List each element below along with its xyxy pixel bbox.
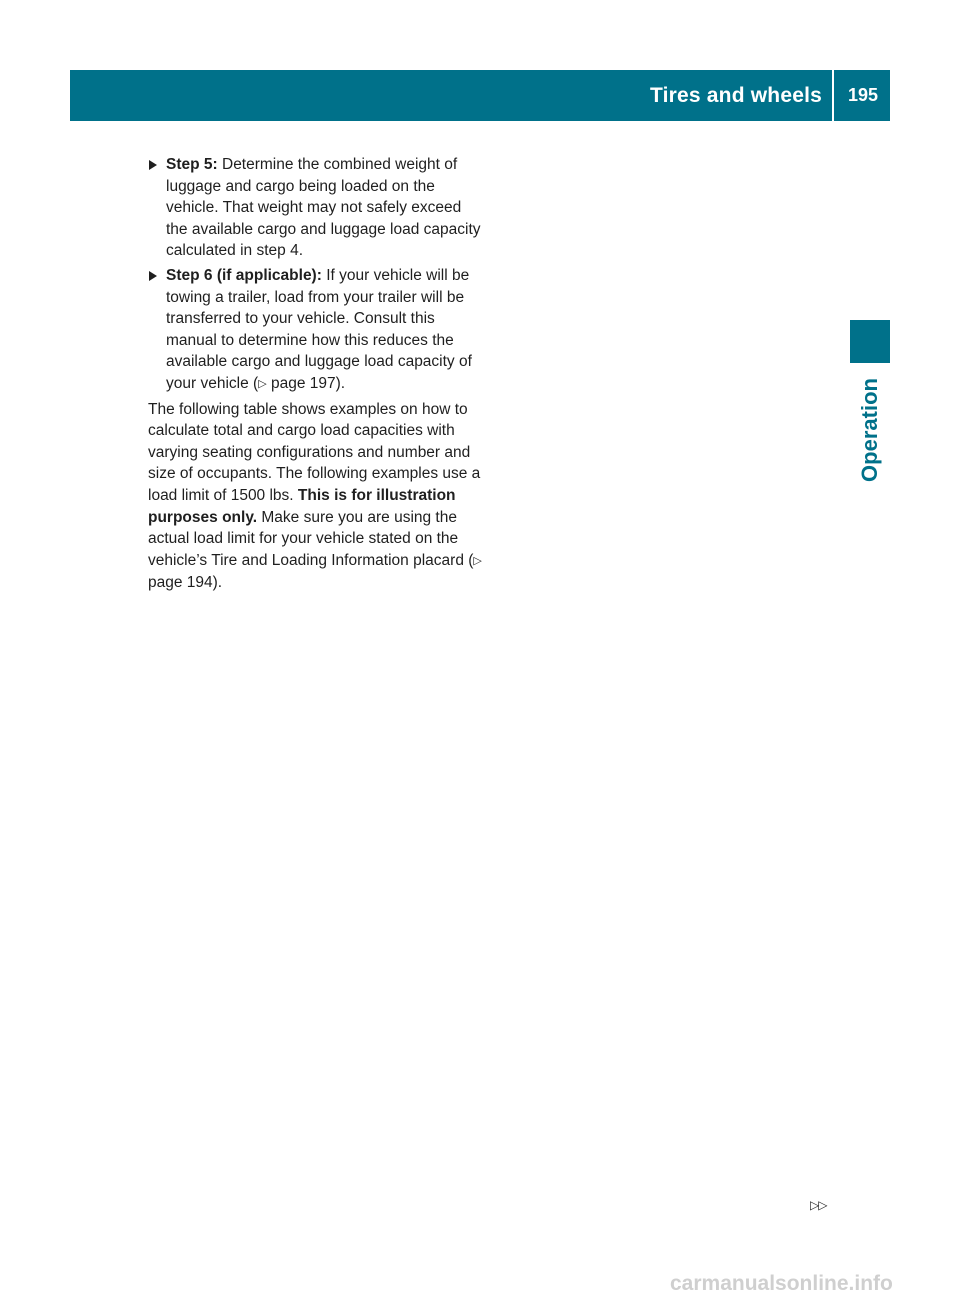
page-ref-icon: ▷ <box>258 377 267 390</box>
page-number: 195 <box>847 85 879 105</box>
page-ref-link[interactable]: page 197). <box>266 374 346 392</box>
step-label: Step 6 (if applicable): <box>166 266 322 284</box>
continue-arrows-icon: ▷▷ <box>810 1198 827 1212</box>
section-title: Tires and wheels <box>649 84 822 107</box>
paragraph-emphasis: This is for illustration purposes only. <box>148 486 456 526</box>
step-text: If your vehicle will be towing a trailer, load from your trailer will be transferred to your vehicle. Consult this manual to determine how this reduces the available cargo and luggage load capacity of your vehicle ( <box>166 266 472 392</box>
step-item <box>148 154 484 262</box>
step-label: Step 5: <box>166 156 218 173</box>
side-tab-label <box>850 370 890 490</box>
page-ref-link[interactable]: page 194). <box>148 574 223 592</box>
paragraph-text: The following table shows examples on how to calculate total and cargo load capacities with varying seating configurations and number and size of occupants. The following examples use a load limit of 1500 lbs. <box>148 400 481 504</box>
watermark: carmanualsonline.info <box>670 1272 893 1295</box>
page-ref-icon: ▷ <box>473 554 482 567</box>
side-tab-text: Operation <box>857 378 882 482</box>
step-arrow-icon <box>149 160 157 170</box>
side-tab-marker <box>850 320 890 363</box>
step-text: Determine the combined weight of luggage and cargo being loaded on the vehicle. That weight may not safely exceed the available cargo and luggage load capacity calculated in step 4. <box>166 156 481 260</box>
paragraph-text-2: Make sure you are using the actual load limit for your vehicle stated on the vehicle’s Tire and Loading Information placard ( <box>148 508 474 569</box>
step-item <box>148 265 484 396</box>
body-paragraph <box>148 399 484 594</box>
header-divider <box>832 70 834 121</box>
main-content <box>148 154 484 594</box>
step-arrow-icon <box>149 271 157 281</box>
